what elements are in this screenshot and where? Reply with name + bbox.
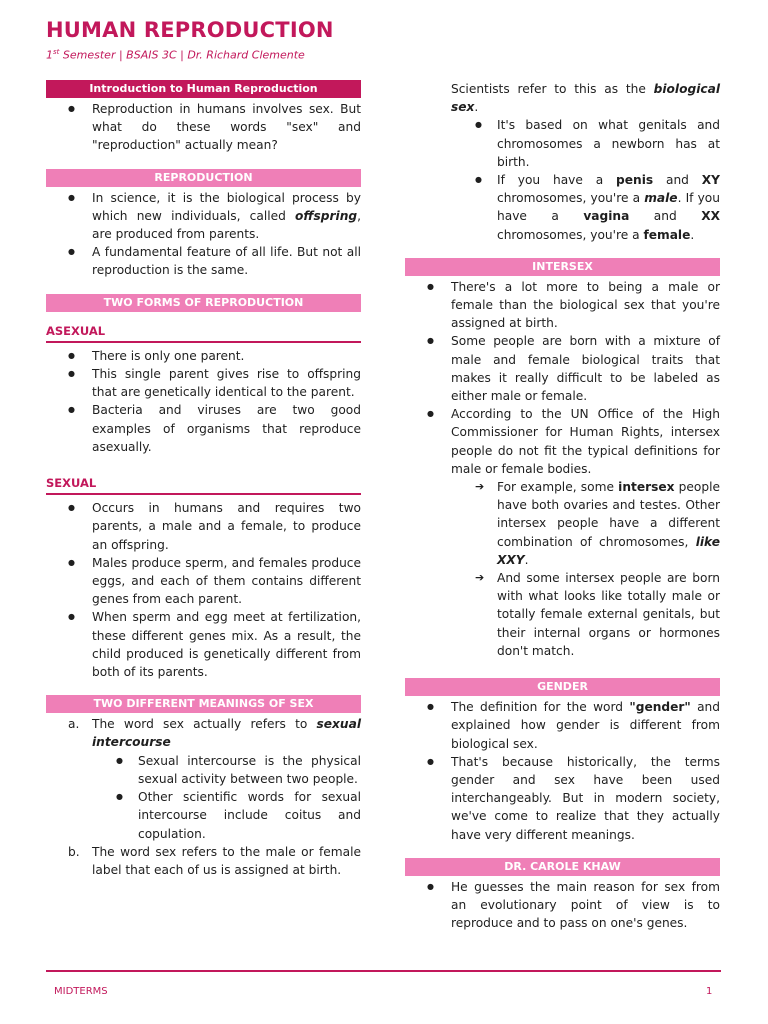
list-item: [46, 843, 361, 879]
intro-list: [46, 100, 361, 155]
bold-term: XX: [701, 209, 720, 224]
text-run: The word sex actually refers to: [92, 717, 317, 732]
list-item: [405, 478, 720, 569]
subheading-asexual: ASEXUAL: [46, 322, 361, 343]
bold-term: penis: [616, 173, 654, 188]
list-marker: b.: [68, 844, 80, 859]
text-run: .: [474, 100, 479, 115]
bold-term: XY: [701, 173, 720, 188]
bold-term: "gender": [629, 700, 691, 715]
text-run: In science, it is the biological process by which new individuals, called: [92, 190, 361, 223]
section-heading-meanings: TWO DIFFERENT MEANINGS OF SEX: [46, 695, 361, 713]
text-run: .: [690, 227, 695, 242]
text-run: and: [629, 209, 702, 224]
text-run: If you have a: [497, 173, 617, 188]
emphasis-biological-sex: biological sex: [451, 82, 720, 115]
left-column: [46, 80, 361, 879]
page-subtitle: [46, 48, 305, 62]
reproduction-list: [46, 189, 361, 280]
text-run: , are produced from parents.: [92, 208, 361, 242]
list-item: ● It's based on what genitals and chromosomes a newborn has at birth.: [405, 116, 720, 171]
list-item: ● A fundamental feature of all life. But not all reproduction is the same.: [46, 243, 361, 279]
biological-sex-list: [405, 116, 720, 243]
text-run: The word sex refers to the male or female label that each of us is assigned at birth.: [92, 844, 361, 877]
section-heading-reproduction: REPRODUCTION: [46, 169, 361, 187]
emphasis-offspring: offspring: [295, 208, 358, 223]
list-item: ● Reproduction in humans involves sex. But what do these words "sex" and "reproduction" actually mean?: [46, 100, 361, 155]
page-number: 1: [706, 986, 713, 997]
footer-label: MIDTERMS: [54, 986, 108, 997]
section-heading-khaw: DR. CAROLE KHAW: [405, 858, 720, 876]
list-item: ● Other scientific words for sexual intercourse include coitus and copulation.: [46, 788, 361, 843]
emphasis-xxy: like XXY: [497, 534, 720, 567]
intersex-list: [405, 278, 720, 478]
text-run: and explained how gender is different from biological sex.: [451, 700, 721, 751]
text-run: . If you have a: [497, 191, 720, 224]
text-run: For example, some: [497, 480, 619, 495]
section-heading-two-forms: TWO FORMS OF REPRODUCTION: [46, 294, 361, 312]
list-item: [405, 171, 720, 244]
list-item: ● Sexual intercourse is the physical sexual activity between two people.: [46, 752, 361, 788]
list-item: ● According to the UN Office of the High Commissioner for Human Rights, intersex people do not fit the typical definitions for male or female bodies.: [405, 405, 720, 478]
text-run: chromosomes, you're a: [497, 227, 644, 242]
list-item: ● Occurs in humans and requires two parents, a male and a female, to produce an offspring.: [46, 499, 361, 554]
list-item: ● This single parent gives rise to offspring that are genetically identical to the parent.: [46, 365, 361, 401]
list-item: ● When sperm and egg meet at fertilization, these different genes mix. As a result, the child produced is genetically different from both of its parents.: [46, 608, 361, 681]
list-item: ● That's because historically, the terms gender and sex have been used interchangeably. But in modern society, we've come to realize that they actually have very different meanings.: [405, 753, 720, 844]
intersex-sublist: [405, 478, 720, 660]
list-item: ● Bacteria and viruses are two good examples of organisms that reproduce asexually.: [46, 401, 361, 456]
list-item: [46, 189, 361, 244]
bold-term: vagina: [583, 209, 630, 224]
subtitle-superscript: st: [53, 48, 60, 56]
bold-term: female: [643, 227, 691, 242]
subtitle-text: Semester | BSAIS 3C | Dr. Richard Clemente: [59, 48, 305, 62]
list-item: ● He guesses the main reason for sex from an evolutionary point of view is to reproduce and to pass on one's genes.: [405, 878, 720, 933]
list-item: ● There's a lot more to being a male or female than the biological sex that you're assigned at birth.: [405, 278, 720, 333]
subheading-sexual: SEXUAL: [46, 474, 361, 495]
text-run: and: [653, 173, 702, 188]
text-run: chromosomes, you're a: [497, 191, 645, 206]
sexual-list: [46, 499, 361, 681]
list-item: ➔ And some intersex people are born with what looks like totally male or totally female external genitals, but their internal organs or hormones don't match.: [405, 569, 720, 660]
list-item: ● Some people are born with a mixture of male and female biological traits that makes it really difficult to be labeled as either male or female.: [405, 332, 720, 405]
emphasis-male: male: [644, 191, 678, 206]
bold-term: intersex: [618, 480, 675, 495]
footer-divider: [46, 970, 721, 972]
list-item: ● Males produce sperm, and females produce eggs, and each of them contains different genes from each parent.: [46, 554, 361, 609]
text-run: The definition for the word: [451, 700, 630, 715]
asexual-list: [46, 347, 361, 456]
list-item: ● There is only one parent.: [46, 347, 361, 365]
meanings-list: [46, 715, 361, 751]
section-heading-intersex: INTERSEX: [405, 258, 720, 276]
meanings-list-b: [46, 843, 361, 879]
biological-sex-paragraph: [405, 80, 720, 116]
emphasis-sexual-intercourse: sexual intercourse: [92, 717, 361, 750]
list-item: [46, 715, 361, 751]
meanings-sublist: [46, 752, 361, 843]
text-run: .: [524, 552, 529, 567]
khaw-list: [405, 878, 720, 933]
subtitle-number: 1: [46, 48, 53, 62]
right-column: [405, 80, 720, 932]
text-run: people have both ovaries and testes. Other intersex people have a different combination of chromosomes,: [497, 480, 720, 549]
page-title: HUMAN REPRODUCTION: [46, 18, 334, 42]
gender-list: [405, 698, 720, 844]
section-heading-gender: GENDER: [405, 678, 720, 696]
list-item: [405, 698, 720, 753]
text-run: Scientists refer to this as the: [451, 82, 654, 96]
section-heading-intro: Introduction to Human Reproduction: [46, 80, 361, 98]
list-marker: a.: [68, 717, 80, 732]
